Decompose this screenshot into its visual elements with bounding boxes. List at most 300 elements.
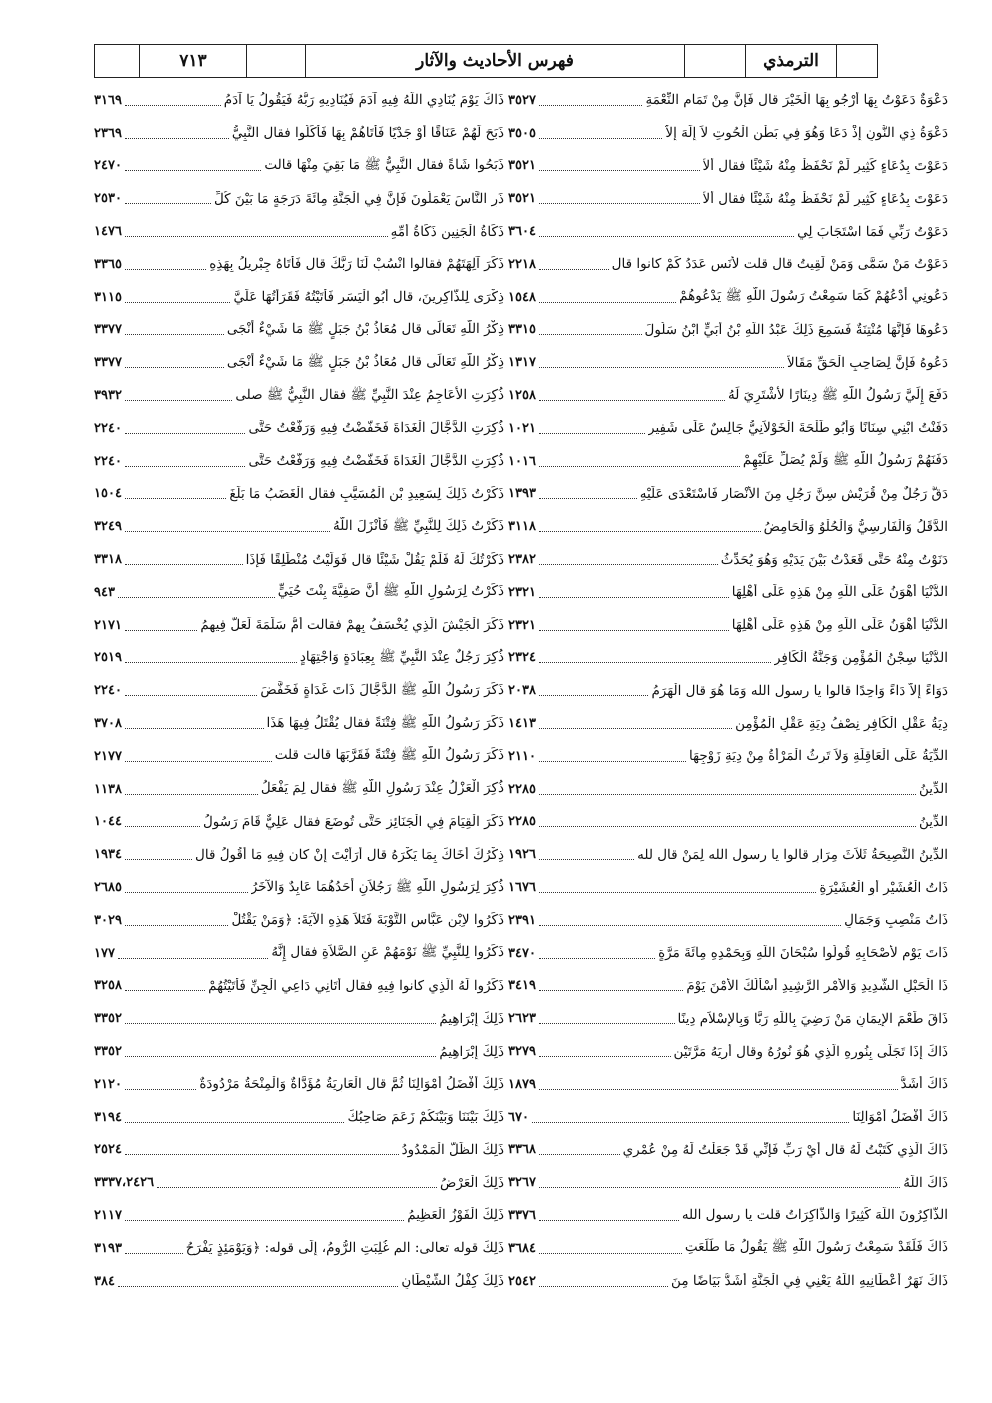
dot-leader [125, 433, 246, 434]
page-number: ٧١٣ [140, 45, 247, 77]
entry-text: ذَبَحَ لَهُمْ عَنَاقًا أَوْ جَدْيًا فَأَتَاهُمْ بِهَا فَأَكَلُوا فقال النَّبِيُّ [231, 125, 504, 142]
entry-text: دَعَوْتُ رَبِّي فَمَا اسْتَجَابَ لِي [797, 223, 948, 240]
hadith-number: ٣٧٠٨ [94, 716, 122, 732]
dot-leader [539, 826, 916, 827]
index-entry [94, 674, 504, 707]
dot-leader [125, 695, 257, 696]
dot-leader [539, 203, 700, 204]
dot-leader [539, 1187, 900, 1188]
index-entry [94, 510, 504, 543]
dot-leader [539, 1056, 671, 1057]
hadith-number: ٢٥١٩ [94, 650, 122, 666]
dot-leader [125, 269, 206, 270]
hadith-number: ١٩٢٦ [508, 847, 536, 863]
dot-leader [539, 1089, 898, 1090]
index-entry [94, 1002, 504, 1035]
index-entry [94, 84, 504, 117]
dot-leader [539, 597, 729, 598]
entry-text: دَفَعَ إِلَيَّ رَسُولُ اللَّهِ ﷺ دِينَارًا لأَشْتَرِيَ لَهُ [728, 386, 948, 403]
entry-text: ذُكِرَتِ الأَعَاجِمُ عِنْدَ النَّبِيِّ ﷺ فقال النَّبِيُّ ﷺ صلى [235, 386, 504, 403]
index-entry [94, 1265, 504, 1298]
dot-leader [539, 466, 740, 467]
dot-leader [125, 892, 248, 893]
index-entry [94, 740, 504, 773]
hadith-number: ١٨٧٩ [508, 1076, 536, 1092]
hadith-number: ١٠٤٤ [94, 814, 122, 830]
entry-text: ذَكَرْتُ لِرَسُولِ اللَّهِ ﷺ أَنَّ صَفِيَّةَ بِنْتَ حُيَيٍّ [277, 583, 504, 600]
dot-leader [125, 1122, 345, 1123]
hadith-number: ١٢٥٨ [508, 388, 536, 404]
entry-text: ذَاكَ فَلَقَدْ سَمِعْتُ رَسُولَ اللَّهِ ﷺ يَقُولُ مَا طَلَعَتِ [684, 1239, 948, 1256]
dot-leader [539, 1286, 668, 1287]
index-entry [508, 1068, 948, 1101]
entry-text: ذِكْرَى لِلذَّاكِرِينَ، قال أَبُو الْيَسَرِ فَأَتَيْتُهُ فَقَرَأْتُهَا عَلَيَّ [233, 289, 504, 306]
entry-text: ذَكَرْتُكَ لَهُ فَلَمْ يَقُلْ شَيْئًا قال فَوَلَّيْتُ مُنْطَلِقًا فَإِذَا [245, 551, 504, 568]
hadith-number: ٣١١٥ [94, 289, 122, 305]
dot-leader [125, 1220, 404, 1221]
index-entry [508, 1265, 948, 1298]
dot-leader [125, 1056, 436, 1057]
page-header [94, 44, 878, 78]
entry-text: ذُكِرَ رَجُلٌ عِنْدَ النَّبِيِّ ﷺ بِعِبَادَةٍ وَاجْتِهَادٍ [299, 648, 504, 665]
dot-leader [539, 728, 732, 729]
index-entry [94, 1035, 504, 1068]
index-entry [508, 1232, 948, 1265]
entry-text: ذَبَحُوا شَاةً فقال النَّبِيُّ ﷺ مَا بَقِيَ مِنْهَا قالت [264, 156, 504, 173]
index-entry [94, 346, 504, 379]
entry-text: ذُكِرَتِ الدَّجَّالَ الْغَدَاةَ فَخَفَّضْتُ فِيهِ وَرَفَّعْتُ حَتَّى [248, 420, 504, 437]
hadith-number: ٢١١٧ [94, 1207, 122, 1223]
index-entry [508, 576, 948, 609]
index-entry [508, 281, 948, 314]
hadith-number: ٢١١٠ [508, 748, 536, 764]
hadith-number: ١٣١٧ [508, 355, 536, 371]
index-entry [94, 215, 504, 248]
entry-text: ذَاكَ يَوْمَ يُنَادِي اللَّهُ فِيهِ آدَمَ فَيُنَادِيهِ رَبُّهُ فَيَقُولُ يَا آدَمُ [223, 92, 504, 109]
entry-text: ذَكَاةُ الْجَنِينِ ذَكَاةُ أُمِّهِ [390, 223, 504, 240]
dot-leader [539, 859, 634, 860]
entry-text: ذَكَرَ الْقِيَامَ فِي الْجَنَائِزِ حَتَّى تُوضَعَ فقال عَلِيٌّ قَامَ رَسُولُ [203, 813, 504, 830]
dot-leader [125, 1023, 436, 1024]
hadith-number: ٣٦٠٤ [508, 224, 536, 240]
hadith-number: ٢٢٤٠ [94, 453, 122, 469]
dot-leader [125, 794, 258, 795]
hadith-number: ١٦٧٦ [508, 880, 536, 896]
dot-leader [125, 1253, 183, 1254]
index-entry [94, 642, 504, 675]
dot-leader [539, 498, 637, 499]
entry-text: الدِّيَةُ عَلَى الْعَاقِلَةِ وَلاَ تَرِثُ الْمَرْأَةُ مِنْ دِيَةِ زَوْجِهَا [688, 748, 948, 765]
dot-leader [118, 958, 268, 959]
entry-text: الدِّينُ [919, 813, 948, 830]
index-entry [94, 871, 504, 904]
entry-text: الدُّنْيَا أَهْوَنُ عَلَى اللَّهِ مِنْ هَذِهِ عَلَى أَهْلِهَا [731, 617, 948, 634]
entry-text: ذَكَرَ رَسُولُ اللَّهِ ﷺ فِتْنَةً فَقَرَّبَهَا قالت قلت [274, 747, 504, 764]
index-entry [508, 707, 948, 740]
hadith-number: ٣٦٨٤ [508, 1240, 536, 1256]
dot-leader [539, 334, 642, 335]
entry-text: ذُكِرَ لِرَسُولِ اللَّهِ ﷺ رَجُلاَنِ أَحَدُهُمَا عَابِدٌ وَالآخَرُ [250, 878, 504, 895]
entry-text: دَعَوْتَ بِدُعَاءٍ كَثِيرٍ لَمْ نَحْفَظْ مِنْهُ شَيْئًا فقال أَلاَ [702, 157, 948, 174]
dot-leader [539, 302, 676, 303]
hadith-number: ٢٥٢٤ [94, 1142, 122, 1158]
index-entry [94, 970, 504, 1003]
dot-leader [539, 662, 771, 663]
index-entry [508, 412, 948, 445]
entry-text: ذَاكَ أَفْضَلُ أَمْوَالِنَا [852, 1109, 948, 1126]
index-entry [94, 182, 504, 215]
entry-text: الدُّنْيَا أَهْوَنُ عَلَى اللَّهِ مِنْ هَذِهِ عَلَى أَهْلِهَا [731, 584, 948, 601]
hadith-number: ٢١٧١ [94, 617, 122, 633]
entry-text: الدِّينُ النَّصِيحَةُ ثَلاَثَ مِرَارٍ قالوا يا رسول الله لِمَنْ قال لله [637, 846, 948, 863]
dot-leader [118, 597, 275, 598]
index-entry [94, 1101, 504, 1134]
entry-text: ذُكِرَ الْعَزْلُ عِنْدَ رَسُولِ اللَّهِ ﷺ فقال لِمَ يَفْعَلُ [260, 780, 504, 797]
hadith-number: ٣٥٢١ [508, 191, 536, 207]
index-entry [508, 379, 948, 412]
index-entry [94, 379, 504, 412]
index-entry [94, 412, 504, 445]
dot-leader [539, 564, 718, 565]
index-entry [94, 773, 504, 806]
hadith-number: ١٥٠٤ [94, 486, 122, 502]
dot-leader [539, 1253, 682, 1254]
dot-leader [539, 695, 649, 696]
hadith-number: ٩٤٣ [94, 584, 115, 600]
entry-text: ذَكَرُوا لِلنَّبِيِّ ﷺ نَوْمَهُمْ عَنِ الصَّلاَةِ فقال إِنَّهُ [271, 944, 504, 961]
hadith-number: ٢٢٤٠ [94, 420, 122, 436]
dot-leader [125, 334, 224, 335]
entry-text: ذَكَرُوا لَهُ الَّذِي كانوا فِيهِ فقال أَتَانِي دَاعِي الْجِنِّ فَأَتَيْتُهُمْ [208, 977, 504, 994]
hadith-number: ٢٥٣٠ [94, 191, 122, 207]
header-blank-right [837, 45, 877, 77]
dot-leader [125, 498, 226, 499]
index-entry [94, 1068, 504, 1101]
entry-text: ذَكَرُوا لاِبْنِ عَبَّاسٍ التَّوْبَةَ فَتَلاَ هَذِهِ الآيَةَ: ﴿وَمَنْ يَقْتُلْ [231, 912, 504, 929]
hadith-number: ٣٢٧٩ [508, 1044, 536, 1059]
hadith-number: ١٧٧ [94, 945, 115, 961]
dot-leader [125, 990, 205, 991]
hadith-number: ٣٣٧٧ [94, 355, 122, 371]
dot-leader [125, 170, 261, 171]
hadith-number: ٣٤١٩ [508, 978, 536, 994]
index-entry [94, 1232, 504, 1265]
entry-text: ذَاتَ يَوْمٍ لأَصْحَابِهِ قُولُوا سُبْحَانَ اللَّهِ وَبِحَمْدِهِ مِائَةَ مَرَّةٍ [658, 945, 948, 962]
dot-leader [539, 1154, 620, 1155]
dot-leader [125, 761, 272, 762]
entry-text: ذُكِرَتِ الدَّجَّالَ الْغَدَاةَ فَخَفَّضْتُ فِيهِ وَرَفَّعْتُ حَتَّى [248, 453, 504, 470]
hadith-number: ٢٠٣٨ [508, 683, 536, 699]
hadith-number: ١٤٧٦ [94, 224, 122, 240]
hadith-number: ٢١٧٧ [94, 748, 122, 764]
hadith-number: ٢٢٨٥ [508, 814, 536, 830]
entry-text: ذَلِكَ بَيْنَنَا وَبَيْنَكُمْ زَعَمَ صَاحِبُكَ [347, 1109, 504, 1126]
hadith-number: ٣٥٠٥ [508, 125, 536, 141]
index-entry [94, 248, 504, 281]
entry-text: ذِكْرُ اللَّهِ تَعَالَى قال مُعَاذُ بْنُ جَبَلٍ ﷺ مَا شَيْءٌ أَنْجَى [226, 353, 504, 370]
dot-leader [532, 1122, 849, 1123]
index-entry [508, 182, 948, 215]
index-entry [94, 707, 504, 740]
dot-leader [539, 433, 645, 434]
hadith-number: ٢٥٤٢ [508, 1273, 536, 1289]
dot-leader [125, 728, 264, 729]
entry-text: دَوَاءً إِلاَّ دَاءً وَاحِدًا قالوا يا رسول الله وَمَا هُوَ قال الْهَرَمُ [651, 682, 948, 699]
entry-text: دَعُونِي أَدْعُهُمْ كَمَا سَمِعْتُ رَسُولَ اللَّهِ ﷺ يَدْعُوهُمْ [679, 288, 948, 305]
entry-text: ذَاكَ نَهَرٌ أَعْطَانِيهِ اللَّهُ يَعْنِي فِي الْجَنَّةِ أَشَدُّ بَيَاضًا مِنَ [671, 1273, 948, 1290]
dot-leader [539, 170, 700, 171]
index-entry [94, 281, 504, 314]
entry-text: ذَكَرْتُ ذَلِكَ لِلنَّبِيِّ ﷺ فَأَنْزَلَ اللَّهُ [333, 517, 504, 534]
hadith-number: ٣٥٢١ [508, 158, 536, 174]
dot-leader [125, 859, 192, 860]
hadith-number: ٣٣٧٦ [508, 1207, 536, 1223]
entry-text: ذَاكَ اللَّهُ [903, 1174, 948, 1191]
hadith-number: ٢٣٩١ [508, 912, 536, 928]
hadith-number: ٢١٢٠ [94, 1076, 122, 1092]
entry-text: دَقَّ رَجُلٌ مِنْ قُرَيْشٍ سِنَّ رَجُلٍ مِنَ الأَنْصَارِ فَاسْتَعْدَى عَلَيْهِ [639, 485, 948, 502]
hadith-number: ٦٧٠ [508, 1109, 529, 1125]
dot-leader [125, 466, 246, 467]
hadith-number: ٣١١٨ [508, 519, 536, 535]
entry-text: دَفَنْتُ ابْنِي سِنَانًا وَأَبُو طَلْحَةَ الْخَوْلاَنِيُّ جَالِسٌ عَلَى شَفِيرِ [648, 420, 948, 437]
dot-leader [125, 531, 330, 532]
entry-text: ذَاتُ مَنْصِبٍ وَجَمَالٍ [844, 912, 948, 929]
entry-text: دَعْوَةُ ذِي النُّونِ إِذْ دَعَا وَهُوَ فِي بَطْنِ الْحُوتِ لاَ إِلَهَ إِلاَّ [665, 125, 948, 142]
hadith-number: ٣٢٥٨ [94, 978, 122, 994]
hadith-number: ٢٦٨٥ [94, 880, 122, 896]
index-entry [508, 84, 948, 117]
hadith-number: ٣١٩٤ [94, 1109, 122, 1125]
dot-leader [125, 925, 229, 926]
dot-leader [539, 892, 816, 893]
hadith-number: ١٠١٦ [508, 453, 536, 469]
hadith-number: ١١٣٨ [94, 781, 122, 797]
entry-text: الدَّقَلُ وَالْفَارِسِيُّ وَالْحُلْوُ وَالْحَامِضُ [763, 518, 948, 535]
entry-text: ذَاكَ الَّذِي كَتَبْتُ لَهُ قال أَيْ رَبِّ فَإِنِّي قَدْ جَعَلْتُ لَهُ مِنْ عُمْرِي [622, 1141, 948, 1158]
index-entry [508, 1166, 948, 1199]
header-blank [247, 45, 306, 77]
dot-leader [125, 1089, 196, 1090]
index-entry [94, 314, 504, 347]
dot-leader [539, 400, 725, 401]
hadith-number: ٣٢٤٩ [94, 519, 122, 535]
dot-leader [125, 302, 231, 303]
hadith-number: ١٥٤٨ [508, 289, 536, 305]
hadith-number: ٢٢٤٠ [94, 683, 122, 699]
index-entry [508, 445, 948, 478]
hadith-number: ٣٣٥٢ [94, 1011, 122, 1027]
dot-leader [539, 761, 686, 762]
entry-text: دَعُوهُ فَإِنَّ لِصَاحِبِ الْحَقِّ مَقَالاً [786, 354, 948, 371]
index-entry [94, 543, 504, 576]
dot-leader [539, 367, 784, 368]
index-entry [508, 904, 948, 937]
index-entry [94, 838, 504, 871]
entry-text: ذِكْرُ اللَّهِ تَعَالَى قال مُعَاذُ بْنُ جَبَلٍ ﷺ مَا شَيْءٌ أَنْجَى [226, 320, 504, 337]
index-entry [508, 543, 948, 576]
index-entry [94, 478, 504, 511]
hadith-number: ٣١٩٣ [94, 1240, 122, 1256]
index-entry [94, 117, 504, 150]
hadith-number: ٣٨٤ [94, 1273, 115, 1289]
dot-leader [539, 531, 761, 532]
dot-leader [125, 400, 232, 401]
hadith-number: ١٤١٣ [508, 716, 536, 732]
entry-text: ذَكَرْتُ ذَلِكَ لِسَعِيدِ بْنِ الْمُسَيَّبِ فقال الْغَضَبُ مَا بَلَغَ [229, 485, 504, 502]
dot-leader [539, 1220, 679, 1221]
index-entry [508, 740, 948, 773]
index-entry [508, 215, 948, 248]
entry-text: دَعْوَةٌ دَعَوْتُ بِهَا أَرْجُو بِهَا الْخَيْرَ قال فَإِنَّ مِنْ تَمَامِ النِّعْمَةِ [645, 92, 948, 109]
dot-leader [125, 564, 243, 565]
index-entry [94, 609, 504, 642]
index-entry [508, 1002, 948, 1035]
hadith-number: ٣٣١٨ [94, 552, 122, 568]
index-entry [508, 609, 948, 642]
index-entry [94, 937, 504, 970]
hadith-number: ٢٦٢٣ [508, 1011, 536, 1027]
dot-leader [125, 367, 224, 368]
entry-text: ذَلِكَ إِبْرَاهِيمُ [439, 1043, 504, 1060]
dot-leader [539, 138, 662, 139]
index-entry [94, 1166, 504, 1199]
hadith-number: ٢٣٦٩ [94, 125, 122, 141]
book-name: الترمذي [746, 45, 837, 77]
index-entry [508, 674, 948, 707]
dot-leader [539, 990, 683, 991]
hadith-number: ٢٣٢٤ [508, 650, 536, 666]
index-entry [508, 838, 948, 871]
entry-text: ذَاكَ إِذَا تَجَلَّى بِنُورِهِ الَّذِي هُوَ نُورُهُ وقال أُرِيَهُ مَرَّتَيْنِ [673, 1043, 948, 1060]
hadith-number: ٣١٦٩ [94, 92, 122, 108]
dot-leader [539, 236, 794, 237]
hadith-number: ١٩٣٤ [94, 847, 122, 863]
index-entry [508, 248, 948, 281]
index-entry [508, 937, 948, 970]
hadith-number: ٣٣٧٧ [94, 322, 122, 338]
index-entry [94, 150, 504, 183]
hadith-number: ٣٥٢٧ [508, 92, 536, 108]
entry-text: دَنَوْتُ مِنْهُ حَتَّى قَعَدْتُ بَيْنَ يَدَيْهِ وَهُوَ يُحَدِّثُ [720, 551, 948, 568]
entry-text: ذَلِكَ الْفَوْزُ الْعَظِيمُ [407, 1207, 504, 1224]
index-entry [94, 806, 504, 839]
index-entry [508, 346, 948, 379]
hadith-number: ٣٣١٥ [508, 322, 536, 338]
hadith-number: ٣٣٦٥ [94, 256, 122, 272]
entry-text: دَعَوْتَ بِدُعَاءٍ كَثِيرٍ لَمْ نَحْفَظْ مِنْهُ شَيْئًا فقال أَلاَ [702, 190, 948, 207]
hadith-number: ٣٠٢٩ [94, 912, 122, 928]
dot-leader [125, 203, 211, 204]
entry-text: ذَلِكَ الظِّلُّ الْمَمْدُودُ [401, 1141, 504, 1158]
index-entry [508, 1101, 948, 1134]
index-entry [508, 773, 948, 806]
entry-text: ذَلِكَ إِبْرَاهِيمُ [439, 1010, 504, 1027]
hadith-number: ٣٢٦٧ [508, 1175, 536, 1191]
entry-text: ذَلِكَ قوله تعالى: الم غُلِبَتِ الرُّومُ، إِلَى قوله: ﴿وَيَوْمَئِذٍ يَفْرَحُ [185, 1240, 504, 1257]
hadith-number: ٣٤٧٠ [508, 945, 536, 961]
hadith-number: ٣٩٣٢ [94, 388, 122, 404]
entry-text: دَعُوهَا فَإِنَّهَا مُنْتِنَةٌ فَسَمِعَ ذَلِكَ عَبْدُ اللَّهِ بْنُ أُبَيٍّ ابْنُ سَلُولَ [644, 321, 948, 338]
entry-text: ذَكَرَ الْجَيْشَ الَّذِي يُخْسَفُ بِهِمْ فقالت أُمُّ سَلَمَةَ لَعَلَّ فِيهِمُ [200, 617, 504, 634]
header-blank [685, 45, 746, 77]
hadith-number: ٢٢١٨ [508, 256, 536, 272]
hadith-number: ٢٢٨٥ [508, 781, 536, 797]
index-column-left [94, 84, 504, 1297]
entry-text: الدِّينُ [919, 781, 948, 798]
index-column-right [508, 84, 948, 1297]
entry-text: ذَاتُ الْعُشَيْرِ أَوِ الْعُشَيْرَةِ [819, 879, 948, 896]
entry-text: الدُّنْيَا سِجْنُ الْمُؤْمِنِ وَجَنَّةُ الْكَافِرِ [773, 649, 948, 666]
entry-text: دَفَنَهُمْ رَسُولُ اللَّهِ ﷺ وَلَمْ يُصَلِّ عَلَيْهِمْ [742, 452, 948, 469]
dot-leader [539, 105, 643, 106]
dot-leader [125, 826, 200, 827]
index-entry [508, 117, 948, 150]
dot-leader [539, 630, 729, 631]
dot-leader [539, 269, 609, 270]
entry-text: ذَكَرَ آلِهَتَهُمْ فقالوا انْسُبْ لَنَا رَبَّكَ قال فَأَتَاهُ جِبْرِيلُ بِهَذِهِ [209, 256, 504, 273]
hadith-number: ٢٤٧٠ [94, 158, 122, 174]
index-entry [508, 642, 948, 675]
index-entry [508, 1134, 948, 1167]
index-entry [94, 1134, 504, 1167]
entry-text: الذَّاكِرُونَ اللَّهَ كَثِيرًا وَالذَّاكِرَاتُ قلت يا رسول الله [681, 1207, 948, 1224]
index-entry [94, 576, 504, 609]
dot-leader [125, 630, 197, 631]
dot-leader [125, 105, 221, 106]
entry-text: ذِكْرُكَ أَخَاكَ بِمَا يَكْرَهُ قال أَرَأَيْتَ إِنْ كان فِيهِ مَا أَقُولُ قال [195, 846, 504, 863]
dot-leader [157, 1187, 437, 1188]
entry-text: ذَكَرَ رَسُولُ اللَّهِ ﷺ الدَّجَّالَ ذَاتَ غَدَاةٍ فَخَفَّضَ [260, 681, 504, 698]
hadith-number: ٣٣٦٨ [508, 1142, 536, 1158]
dot-leader [539, 925, 841, 926]
dot-leader [539, 958, 655, 959]
dot-leader [539, 794, 916, 795]
index-entry [508, 314, 948, 347]
hadith-number: ٣٣٥٢ [94, 1044, 122, 1059]
entry-text: ذَكَرَ رَسُولُ اللَّهِ ﷺ فِتْنَةً فقال يُقْتَلُ فِيهَا هَذَا [266, 714, 504, 731]
dot-leader [125, 138, 229, 139]
entry-text: ذَلِكَ كِفْلُ الشَّيْطَانِ [401, 1273, 504, 1290]
hadith-number: ٣٣٣٧،٢٤٢٦ [94, 1175, 155, 1191]
index-entry [508, 510, 948, 543]
index-entry [508, 871, 948, 904]
dot-leader [125, 662, 297, 663]
hadith-number: ٢٣٨٢ [508, 552, 536, 568]
index-entry [508, 1199, 948, 1232]
entry-text: ذَلِكَ أَفْضَلُ أَمْوَالِنَا ثُمَّ قال الْعَارِيَةُ مُؤَدَّاةٌ وَالْمِنْحَةُ مَرْدُودَةٌ [199, 1076, 504, 1093]
entry-text: دِيَةُ عَقْلِ الْكَافِرِ نِصْفُ دِيَةِ عَقْلِ الْمُؤْمِنِ [735, 715, 948, 732]
entry-text: ذَاكَ أَشَدُّ [900, 1076, 948, 1093]
dot-leader [125, 236, 388, 237]
index-entry [508, 1035, 948, 1068]
index-entry [508, 478, 948, 511]
hadith-number: ١٠٢١ [508, 420, 536, 436]
index-entry [508, 150, 948, 183]
entry-text: ذَرِ النَّاسَ يَعْمَلُونَ فَإِنَّ فِي الْجَنَّةِ مِائَةَ دَرَجَةٍ مَا بَيْنَ كُلِّ [213, 190, 504, 207]
entry-text: ذَاقَ طَعْمَ الإِيمَانِ مَنْ رَضِيَ بِاللَّهِ رَبًّا وَبِالإِسْلاَمِ دِينًا [677, 1010, 948, 1027]
hadith-number: ١٣٩٣ [508, 486, 536, 502]
page-title: فهرس الأحاديث والآثار [306, 45, 685, 77]
index-entry [508, 806, 948, 839]
dot-leader [539, 1023, 675, 1024]
entry-text: ذَا الْحَبْلِ الشَّدِيدِ وَالأَمْرِ الرَّشِيدِ أَسْأَلُكَ الأَمْنَ يَوْمَ [686, 977, 948, 994]
index-entry [508, 970, 948, 1003]
index-entry [94, 445, 504, 478]
entry-text: دَعَوْتُ مَنْ سَمَّى وَمَنْ لَقِيتُ قال قلت لأَنَسٍ عَدَدُ كَمْ كانوا قال [611, 256, 948, 273]
header-blank-left [95, 45, 140, 77]
hadith-number: ٢٣٢١ [508, 617, 536, 633]
